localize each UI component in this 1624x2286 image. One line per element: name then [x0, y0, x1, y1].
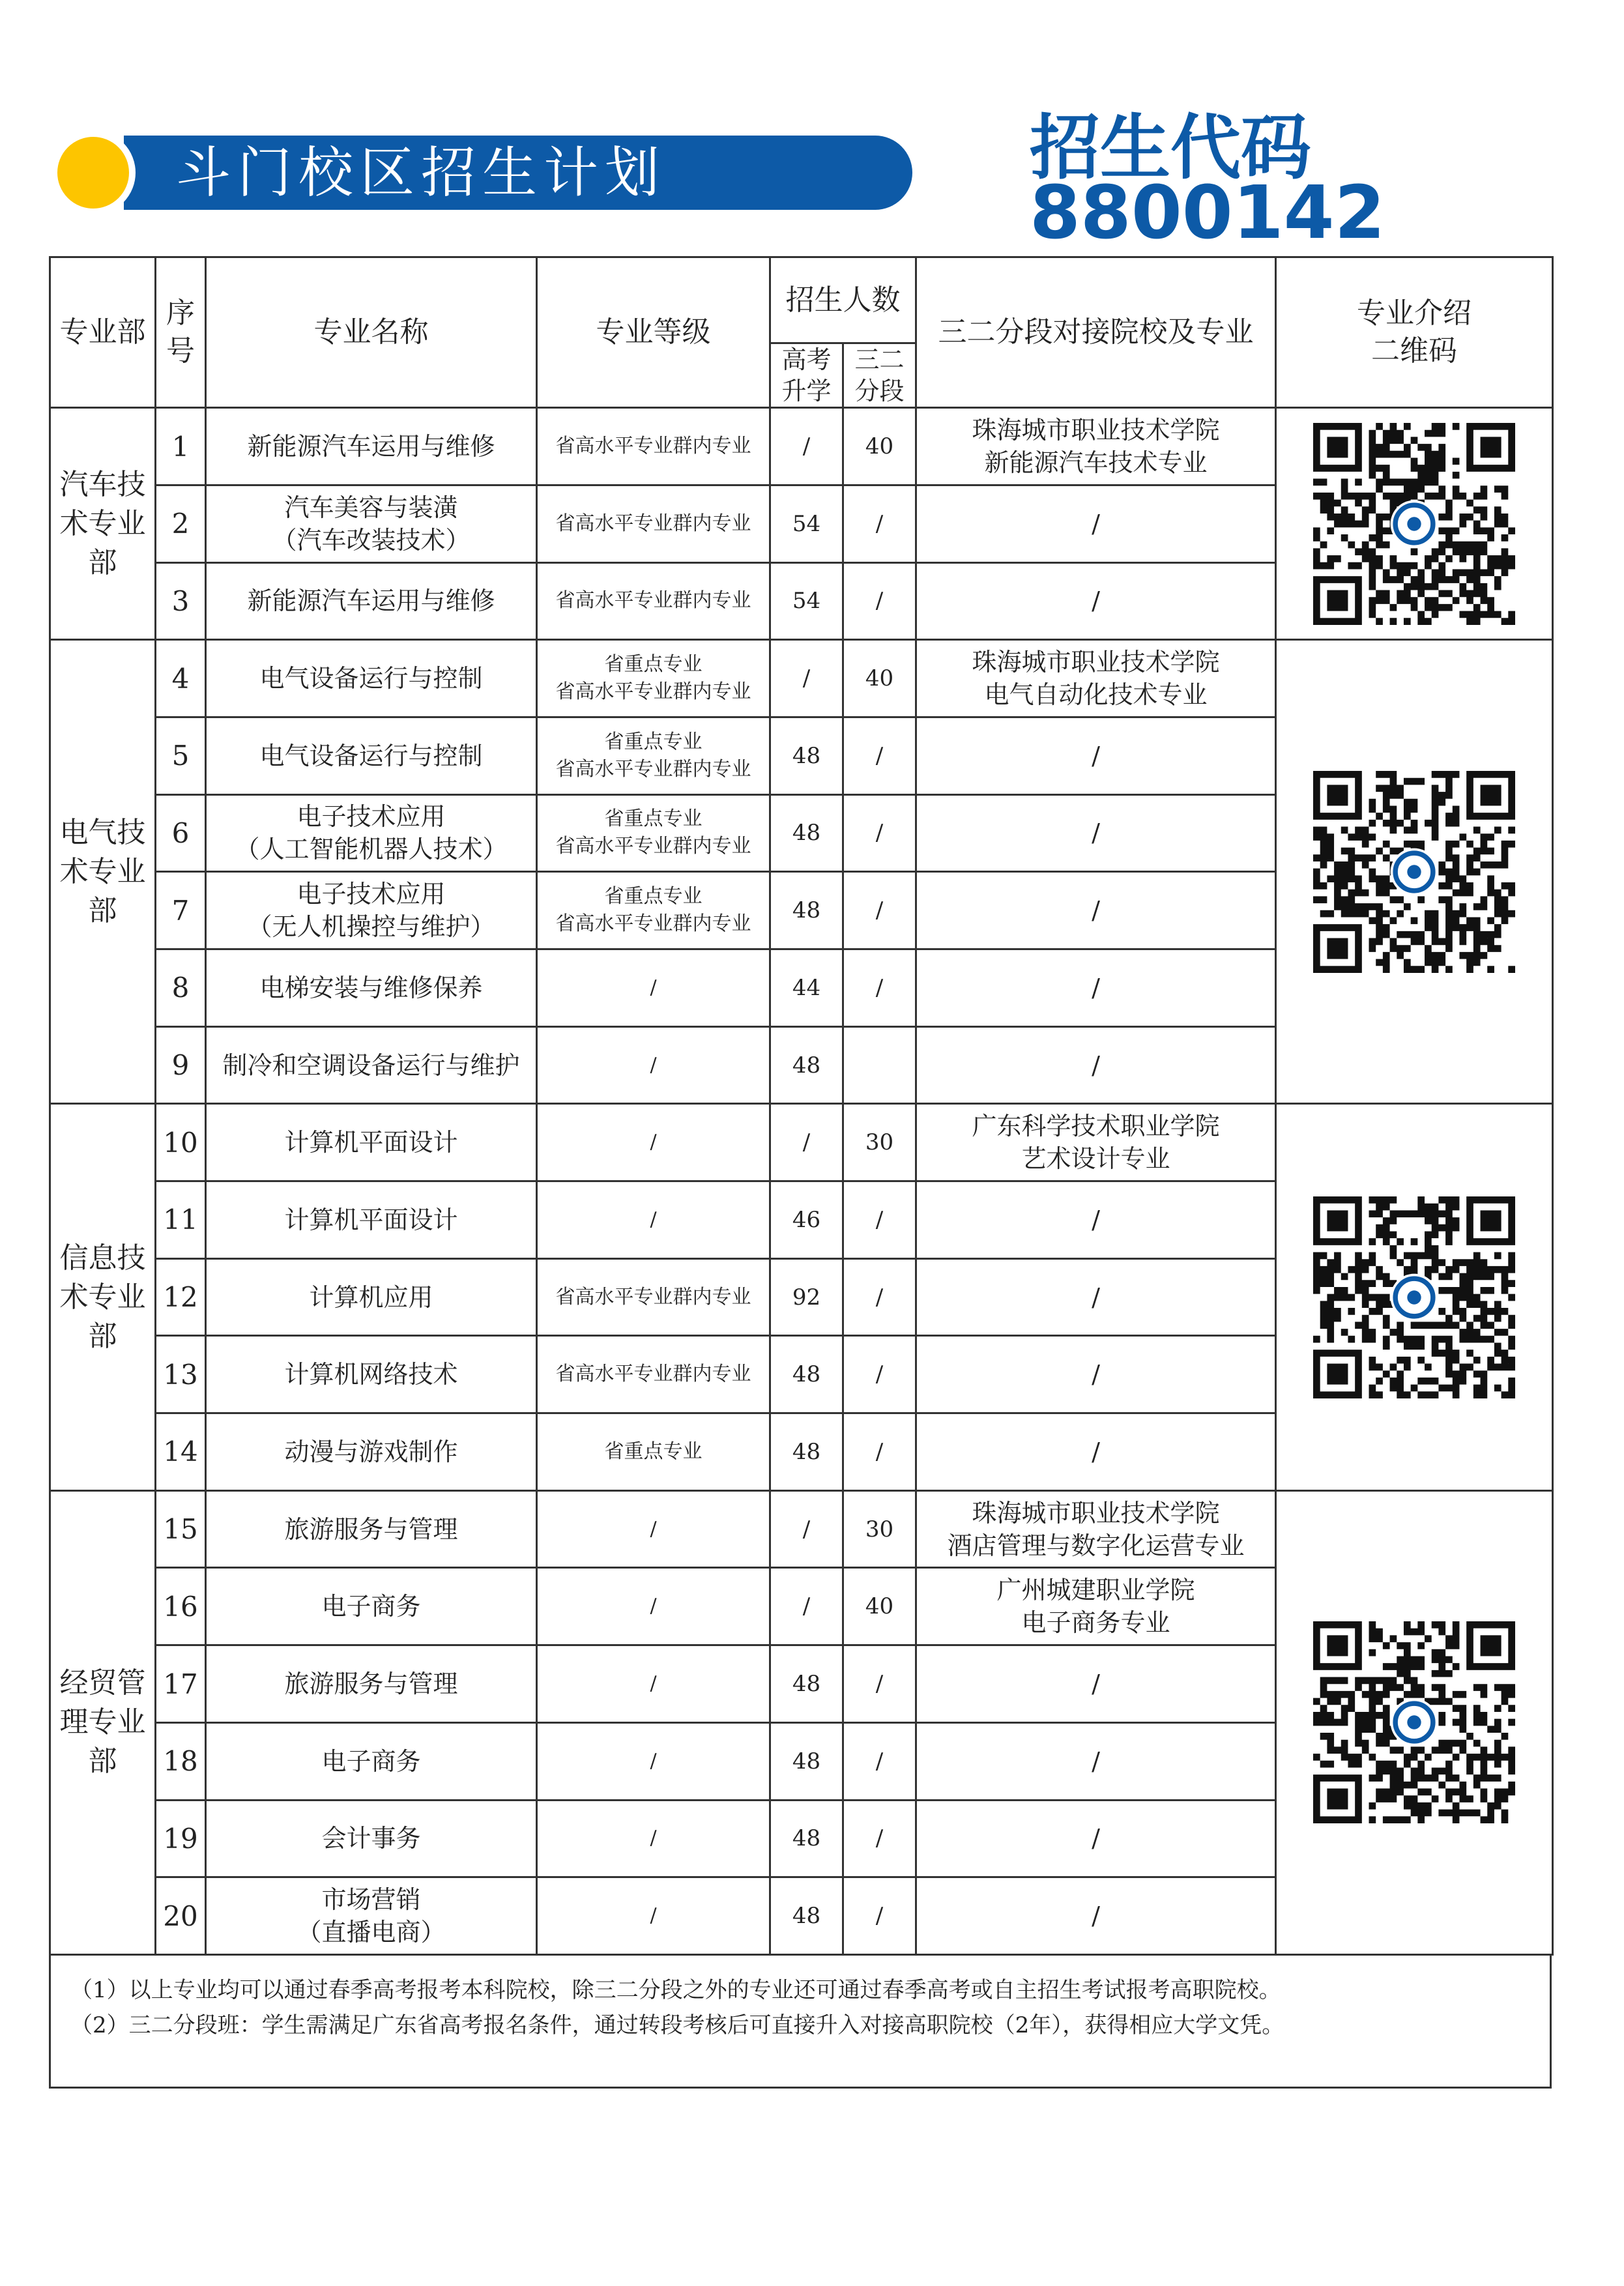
dept-name-text: 汽车技术专业部 — [59, 467, 146, 579]
partner-school: / — [916, 1258, 1276, 1336]
major-level: / — [537, 949, 770, 1026]
dept-name — [50, 408, 156, 640]
footnote-2: （2）三二分段班：学生需满足广东省高考报名条件，通过转段考核后可直接升入对接高职院校（2年），获得相应大学文凭。 — [70, 2012, 1284, 2038]
major-name: 计算机平面设计 — [206, 1104, 537, 1181]
row-seq: 17 — [156, 1645, 206, 1723]
partner-school: / — [916, 1336, 1276, 1413]
major-name: 电气设备运行与控制 — [206, 640, 537, 717]
sanerr-count: / — [843, 1722, 916, 1800]
major-level: / — [537, 1490, 770, 1568]
sanerr-count: / — [843, 485, 916, 562]
qr-code-icon[interactable] — [1313, 1621, 1515, 1823]
partner-school: / — [916, 1413, 1276, 1491]
row-seq: 3 — [156, 562, 206, 640]
gaokao-count: 54 — [770, 562, 843, 640]
partner-school: / — [916, 562, 1276, 640]
sanerr-count: / — [843, 1877, 916, 1955]
qr-code-icon[interactable] — [1313, 1196, 1515, 1398]
header-sanerr: 三二分段 — [843, 343, 916, 408]
major-level: 省重点专业 省高水平专业群内专业 — [537, 640, 770, 717]
major-level: 省高水平专业群内专业 — [537, 408, 770, 485]
row-seq: 8 — [156, 949, 206, 1026]
partner-school: / — [916, 1877, 1276, 1955]
major-level: / — [537, 1800, 770, 1877]
partner-school: / — [916, 1800, 1276, 1877]
gaokao-count: 48 — [770, 1800, 843, 1877]
sanerr-count: / — [843, 1258, 916, 1336]
partner-school: 广州城建职业学院 电子商务专业 — [916, 1568, 1276, 1645]
footnotes — [49, 1956, 1552, 2089]
row-seq: 9 — [156, 1026, 206, 1104]
header-name: 专业名称 — [206, 257, 537, 408]
gaokao-count: / — [770, 1104, 843, 1181]
major-name: 电气设备运行与控制 — [206, 717, 537, 794]
major-level: 省高水平专业群内专业 — [537, 562, 770, 640]
partner-school: / — [916, 794, 1276, 872]
enroll-code-value: 8800142 — [1030, 171, 1385, 255]
major-level: / — [537, 1645, 770, 1723]
sanerr-count: 30 — [843, 1490, 916, 1568]
table-row — [50, 1490, 1553, 1568]
row-seq: 12 — [156, 1258, 206, 1336]
row-seq: 4 — [156, 640, 206, 717]
sanerr-count: 40 — [843, 640, 916, 717]
header-gaokao: 高考升学 — [770, 343, 843, 408]
major-name: 新能源汽车运用与维修 — [206, 408, 537, 485]
major-level: 省重点专业 省高水平专业群内专业 — [537, 794, 770, 872]
gaokao-count: / — [770, 1568, 843, 1645]
gaokao-count: 48 — [770, 1026, 843, 1104]
dept-name-text: 信息技术专业部 — [59, 1241, 146, 1353]
qr-code-icon[interactable] — [1313, 771, 1515, 973]
header-qr: 专业介绍二维码 — [1276, 257, 1553, 408]
sanerr-count: / — [843, 1181, 916, 1259]
gaokao-count: 48 — [770, 717, 843, 794]
qr-cell — [1276, 408, 1553, 640]
gaokao-count: 54 — [770, 485, 843, 562]
row-seq: 18 — [156, 1722, 206, 1800]
gaokao-count: / — [770, 1490, 843, 1568]
row-seq: 11 — [156, 1181, 206, 1259]
sanerr-count: / — [843, 1645, 916, 1723]
major-name: 新能源汽车运用与维修 — [206, 562, 537, 640]
major-name: 电子商务 — [206, 1722, 537, 1800]
qr-cell — [1276, 1490, 1553, 1954]
row-seq: 16 — [156, 1568, 206, 1645]
major-name: 电梯安装与维修保养 — [206, 949, 537, 1026]
gaokao-count: 48 — [770, 1645, 843, 1723]
enrollment-table — [49, 256, 1554, 1956]
table-row — [50, 1104, 1553, 1181]
header-row — [50, 257, 1553, 343]
major-level: / — [537, 1026, 770, 1104]
sanerr-count: / — [843, 1336, 916, 1413]
partner-school: 珠海城市职业技术学院 酒店管理与数字化运营专业 — [916, 1490, 1276, 1568]
major-level: / — [537, 1104, 770, 1181]
partner-school: / — [916, 1026, 1276, 1104]
gaokao-count: / — [770, 408, 843, 485]
header-enroll: 招生人数 — [770, 257, 916, 343]
major-level: / — [537, 1722, 770, 1800]
major-level: / — [537, 1181, 770, 1259]
sanerr-count: / — [843, 949, 916, 1026]
gaokao-count: 92 — [770, 1258, 843, 1336]
table-row — [50, 640, 1553, 717]
gaokao-count: 48 — [770, 1413, 843, 1491]
major-name: 旅游服务与管理 — [206, 1645, 537, 1723]
major-level: / — [537, 1877, 770, 1955]
partner-school: 广东科学技术职业学院 艺术设计专业 — [916, 1104, 1276, 1181]
sanerr-count: / — [843, 1413, 916, 1491]
row-seq: 10 — [156, 1104, 206, 1181]
partner-school: / — [916, 949, 1276, 1026]
sanerr-count: 40 — [843, 408, 916, 485]
gaokao-count: 44 — [770, 949, 843, 1026]
major-name: 会计事务 — [206, 1800, 537, 1877]
gaokao-count: 48 — [770, 872, 843, 949]
dept-name — [50, 1104, 156, 1490]
gaokao-count: 48 — [770, 1877, 843, 1955]
major-name: 动漫与游戏制作 — [206, 1413, 537, 1491]
sanerr-count — [843, 1026, 916, 1104]
major-name: 计算机网络技术 — [206, 1336, 537, 1413]
dept-name-text: 电气技术专业部 — [59, 815, 146, 927]
qr-cell — [1276, 1104, 1553, 1490]
row-seq: 15 — [156, 1490, 206, 1568]
partner-school: / — [916, 1645, 1276, 1723]
partner-school: / — [916, 1722, 1276, 1800]
row-seq: 20 — [156, 1877, 206, 1955]
page-title: 斗门校区招生计划 — [176, 141, 667, 205]
title-banner — [52, 130, 860, 215]
major-level: 省重点专业 — [537, 1413, 770, 1491]
partner-school: 珠海城市职业技术学院 电气自动化技术专业 — [916, 640, 1276, 717]
dept-name — [50, 1490, 156, 1954]
banner-dot-icon — [51, 130, 136, 215]
major-level: 省高水平专业群内专业 — [537, 1258, 770, 1336]
sanerr-count: / — [843, 717, 916, 794]
footnote-1: （1）以上专业均可以通过春季高考报考本科院校，除三二分段之外的专业还可通过春季高考或自主招生考试报考高职院校。 — [70, 1977, 1281, 2003]
sanerr-count: / — [843, 794, 916, 872]
sanerr-count: / — [843, 1800, 916, 1877]
sanerr-count: / — [843, 562, 916, 640]
enroll-code-label: 招生代码 — [1030, 108, 1312, 189]
gaokao-count: 48 — [770, 1336, 843, 1413]
major-name: 电子技术应用 （无人机操控与维护） — [206, 872, 537, 949]
major-name: 市场营销 （直播电商） — [206, 1877, 537, 1955]
major-name: 计算机平面设计 — [206, 1181, 537, 1259]
row-seq: 13 — [156, 1336, 206, 1413]
header-partner: 三二分段对接院校及专业 — [916, 257, 1276, 408]
major-name: 计算机应用 — [206, 1258, 537, 1336]
sanerr-count: / — [843, 872, 916, 949]
major-level: 省高水平专业群内专业 — [537, 1336, 770, 1413]
table-row — [50, 408, 1553, 485]
dept-name-text: 经贸管理专业部 — [59, 1666, 146, 1778]
partner-school: / — [916, 717, 1276, 794]
major-level: 省高水平专业群内专业 — [537, 485, 770, 562]
row-seq: 2 — [156, 485, 206, 562]
major-name: 汽车美容与装潢 （汽车改装技术） — [206, 485, 537, 562]
major-name: 电子商务 — [206, 1568, 537, 1645]
major-level: 省重点专业 省高水平专业群内专业 — [537, 872, 770, 949]
qr-code-icon[interactable] — [1313, 423, 1515, 625]
header-dept: 专业部 — [50, 257, 156, 408]
row-seq: 14 — [156, 1413, 206, 1491]
major-name: 旅游服务与管理 — [206, 1490, 537, 1568]
row-seq: 19 — [156, 1800, 206, 1877]
sanerr-count: 30 — [843, 1104, 916, 1181]
partner-school: / — [916, 485, 1276, 562]
header-seq: 序号 — [156, 257, 206, 408]
gaokao-count: 46 — [770, 1181, 843, 1259]
partner-school: 珠海城市职业技术学院 新能源汽车技术专业 — [916, 408, 1276, 485]
partner-school: / — [916, 1181, 1276, 1259]
major-name: 电子技术应用 （人工智能机器人技术） — [206, 794, 537, 872]
row-seq: 6 — [156, 794, 206, 872]
major-name: 制冷和空调设备运行与维护 — [206, 1026, 537, 1104]
major-level: 省重点专业 省高水平专业群内专业 — [537, 717, 770, 794]
row-seq: 1 — [156, 408, 206, 485]
gaokao-count: / — [770, 640, 843, 717]
dept-name — [50, 640, 156, 1104]
gaokao-count: 48 — [770, 794, 843, 872]
major-level: / — [537, 1568, 770, 1645]
row-seq: 7 — [156, 872, 206, 949]
partner-school: / — [916, 872, 1276, 949]
header-level: 专业等级 — [537, 257, 770, 408]
gaokao-count: 48 — [770, 1722, 843, 1800]
sanerr-count: 40 — [843, 1568, 916, 1645]
qr-cell — [1276, 640, 1553, 1104]
row-seq: 5 — [156, 717, 206, 794]
